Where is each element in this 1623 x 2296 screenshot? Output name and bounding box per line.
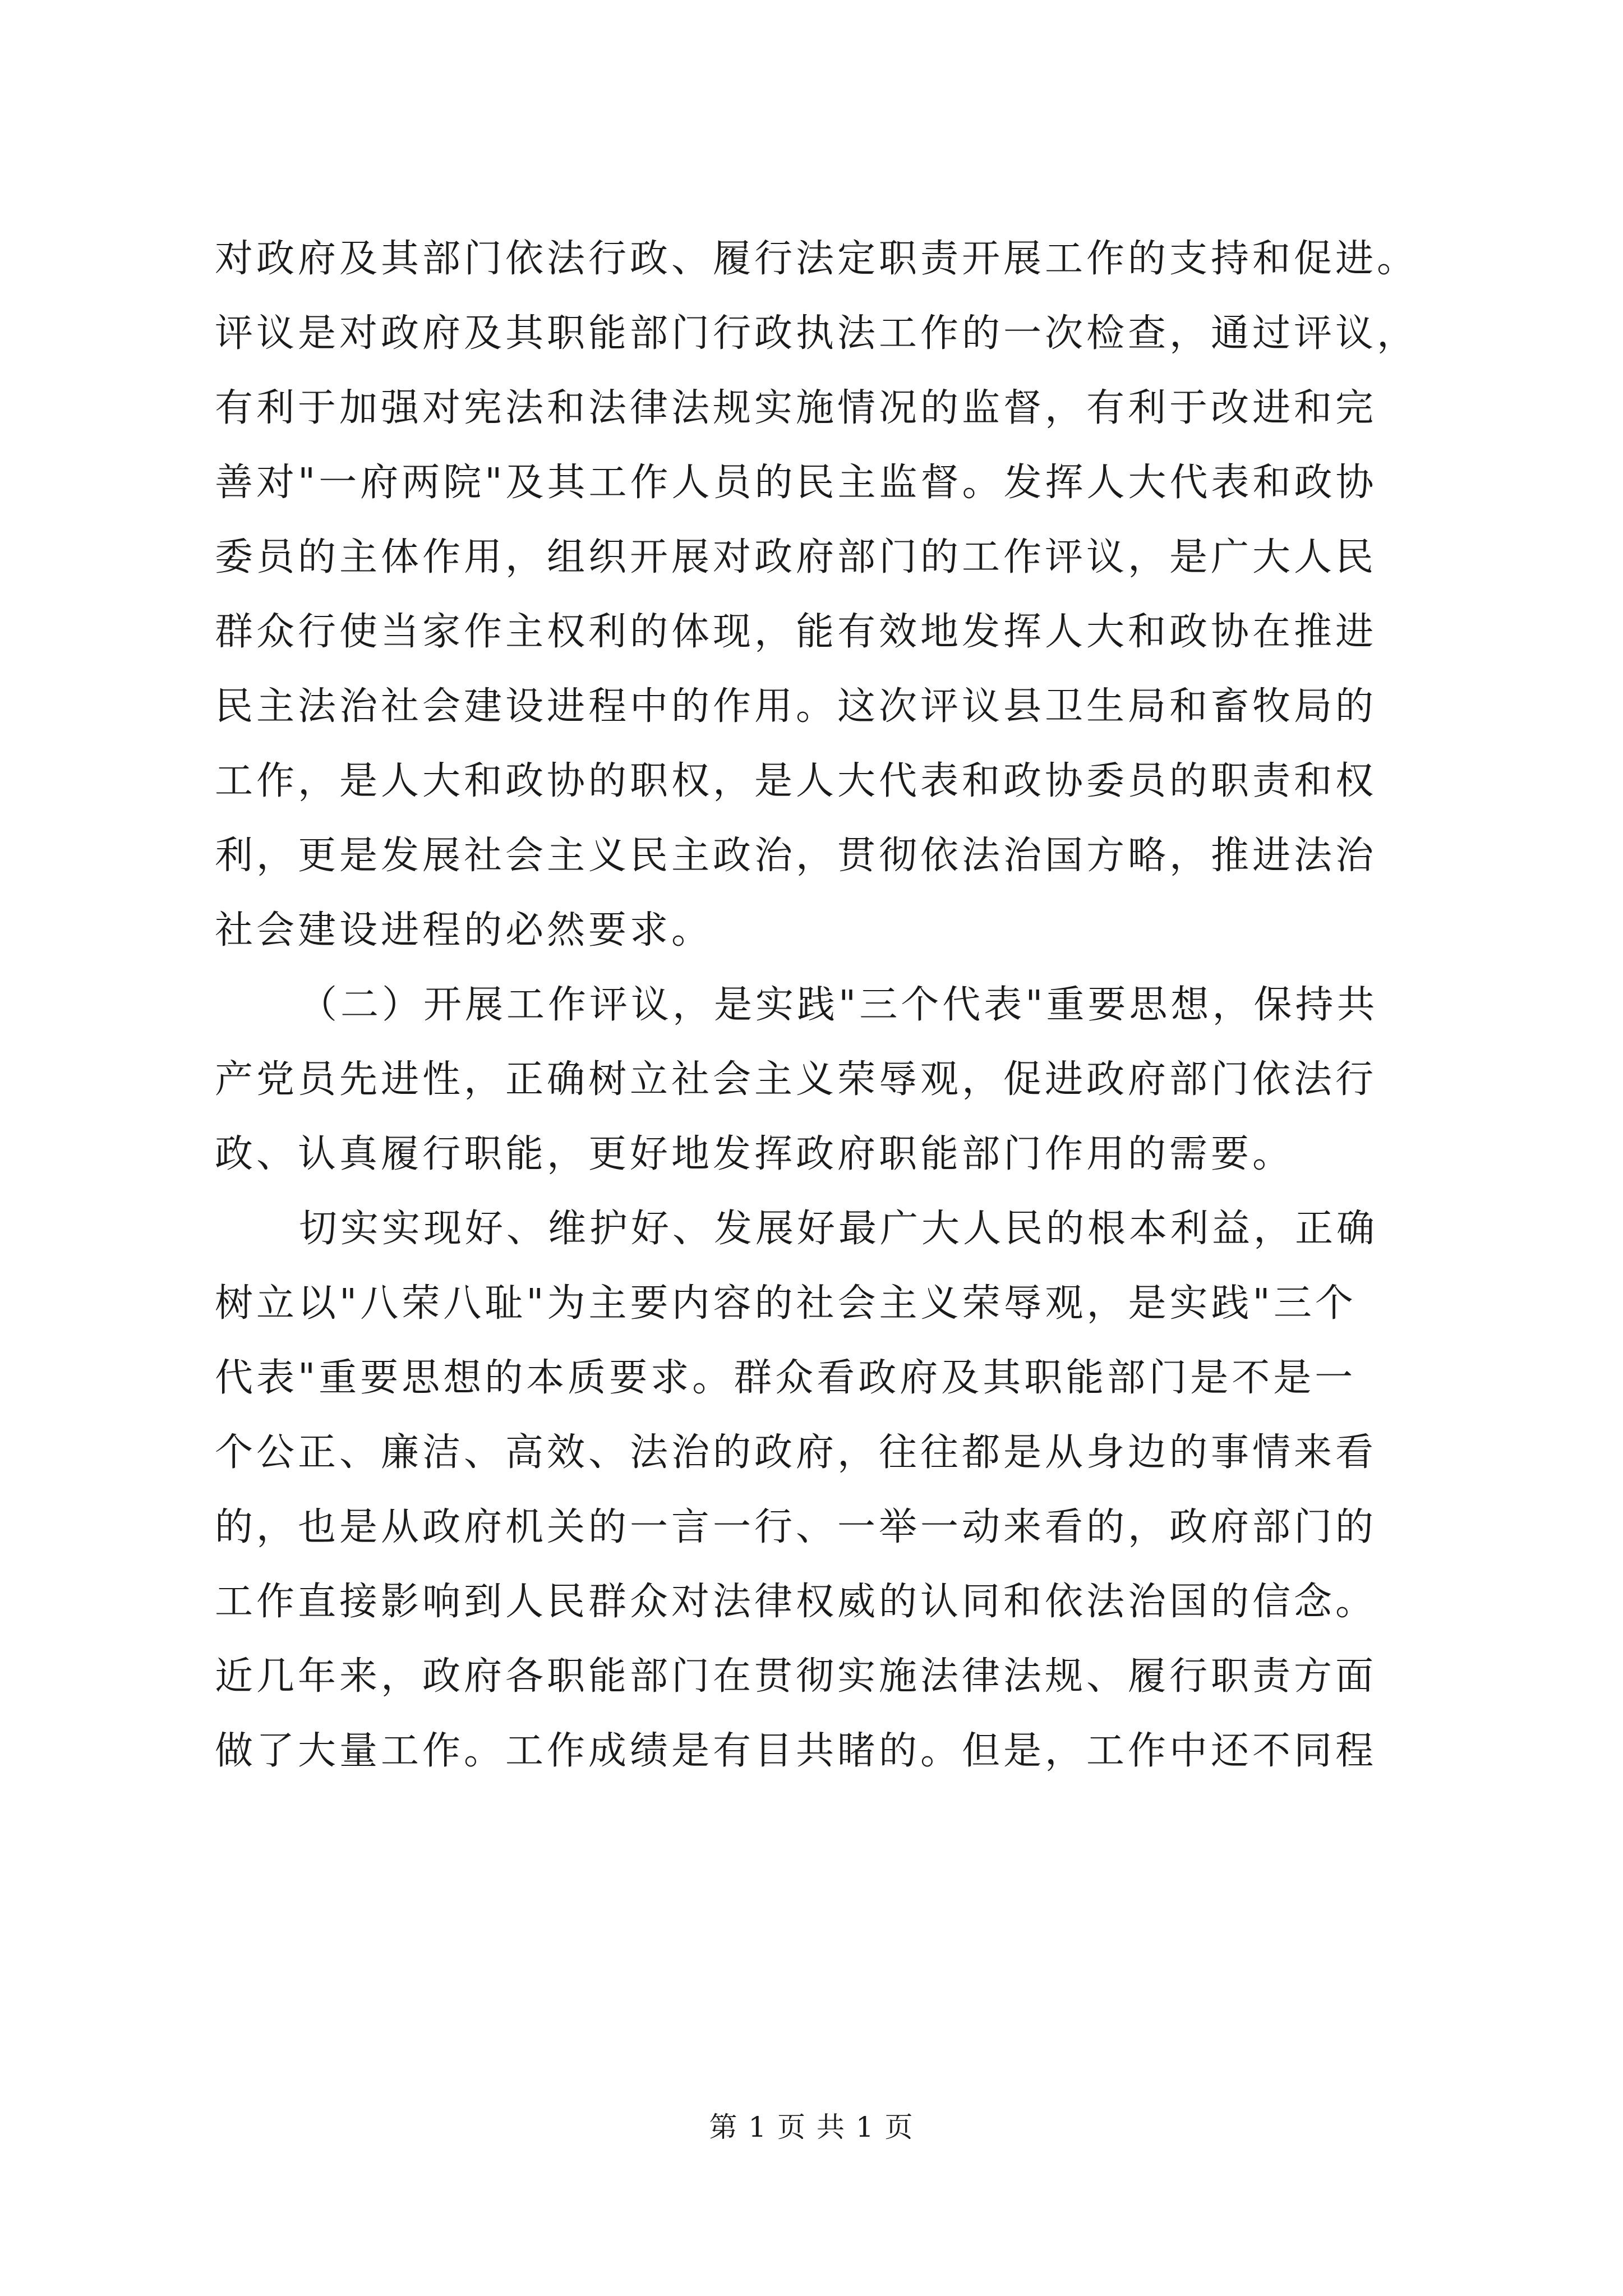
text-line: 社会建设进程的必然要求。 [215,908,713,953]
text-line: 产党员先进性，正确树立社会主义荣辱观，促进政府部门依法行 [215,1057,1377,1102]
text-line: 做了大量工作。工作成绩是有目共睹的。但是，工作中还不同程 [215,1729,1377,1773]
text-line: 代表"重要思想的本质要求。群众看政府及其职能部门是不是一 [215,1356,1357,1400]
text-line: 对政府及其部门依法行政、履行法定职责开展工作的支持和促进。 [215,237,1419,281]
document-body [215,222,1477,1788]
section-heading-line: （二）开展工作评议，是实践"三个代表"重要思想，保持共 [299,983,1378,1027]
text-line: 个公正、廉洁、高效、法治的政府，往往都是从身边的事情来看 [215,1430,1377,1475]
text-line: 政、认真履行职能，更好地发挥政府职能部门作用的需要。 [215,1132,1294,1176]
text-line: 群众行使当家作主权利的体现，能有效地发挥人大和政协在推进 [215,610,1377,654]
text-line: 工作直接影响到人民群众对法律权威的认同和依法治国的信念。 [215,1580,1377,1624]
text-line: 民主法治社会建设进程中的作用。这次评议县卫生局和畜牧局的 [215,684,1377,729]
text-line: 评议是对政府及其职能部门行政执法工作的一次检查，通过评议， [215,311,1419,356]
text-line: 工作，是人大和政协的职权，是人大代表和政协委员的职责和权 [215,759,1377,803]
page-footer [0,2110,1623,2144]
text-line: 委员的主体作用，组织开展对政府部门的工作评议，是广大人民 [215,535,1377,579]
text-line: 的，也是从政府机关的一言一行、一举一动来看的，政府部门的 [215,1505,1377,1549]
text-line: 有利于加强对宪法和法律法规实施情况的监督，有利于改进和完 [215,386,1377,430]
text-line: 善对"一府两院"及其工作人员的民主监督。发挥人大代表和政协 [215,461,1377,505]
text-line: 树立以"八荣八耻"为主要内容的社会主义荣辱观，是实践"三个 [215,1281,1357,1326]
text-line: 利，更是发展社会主义民主政治，贯彻依法治国方略，推进法治 [215,834,1377,878]
paragraph-start-line: 切实实现好、维护好、发展好最广大人民的根本利益，正确 [299,1207,1378,1251]
text-line: 近几年来，政府各职能部门在贯彻实施法律法规、履行职责方面 [215,1654,1377,1699]
page-number: 第 1 页 共 1 页 [709,2111,914,2143]
